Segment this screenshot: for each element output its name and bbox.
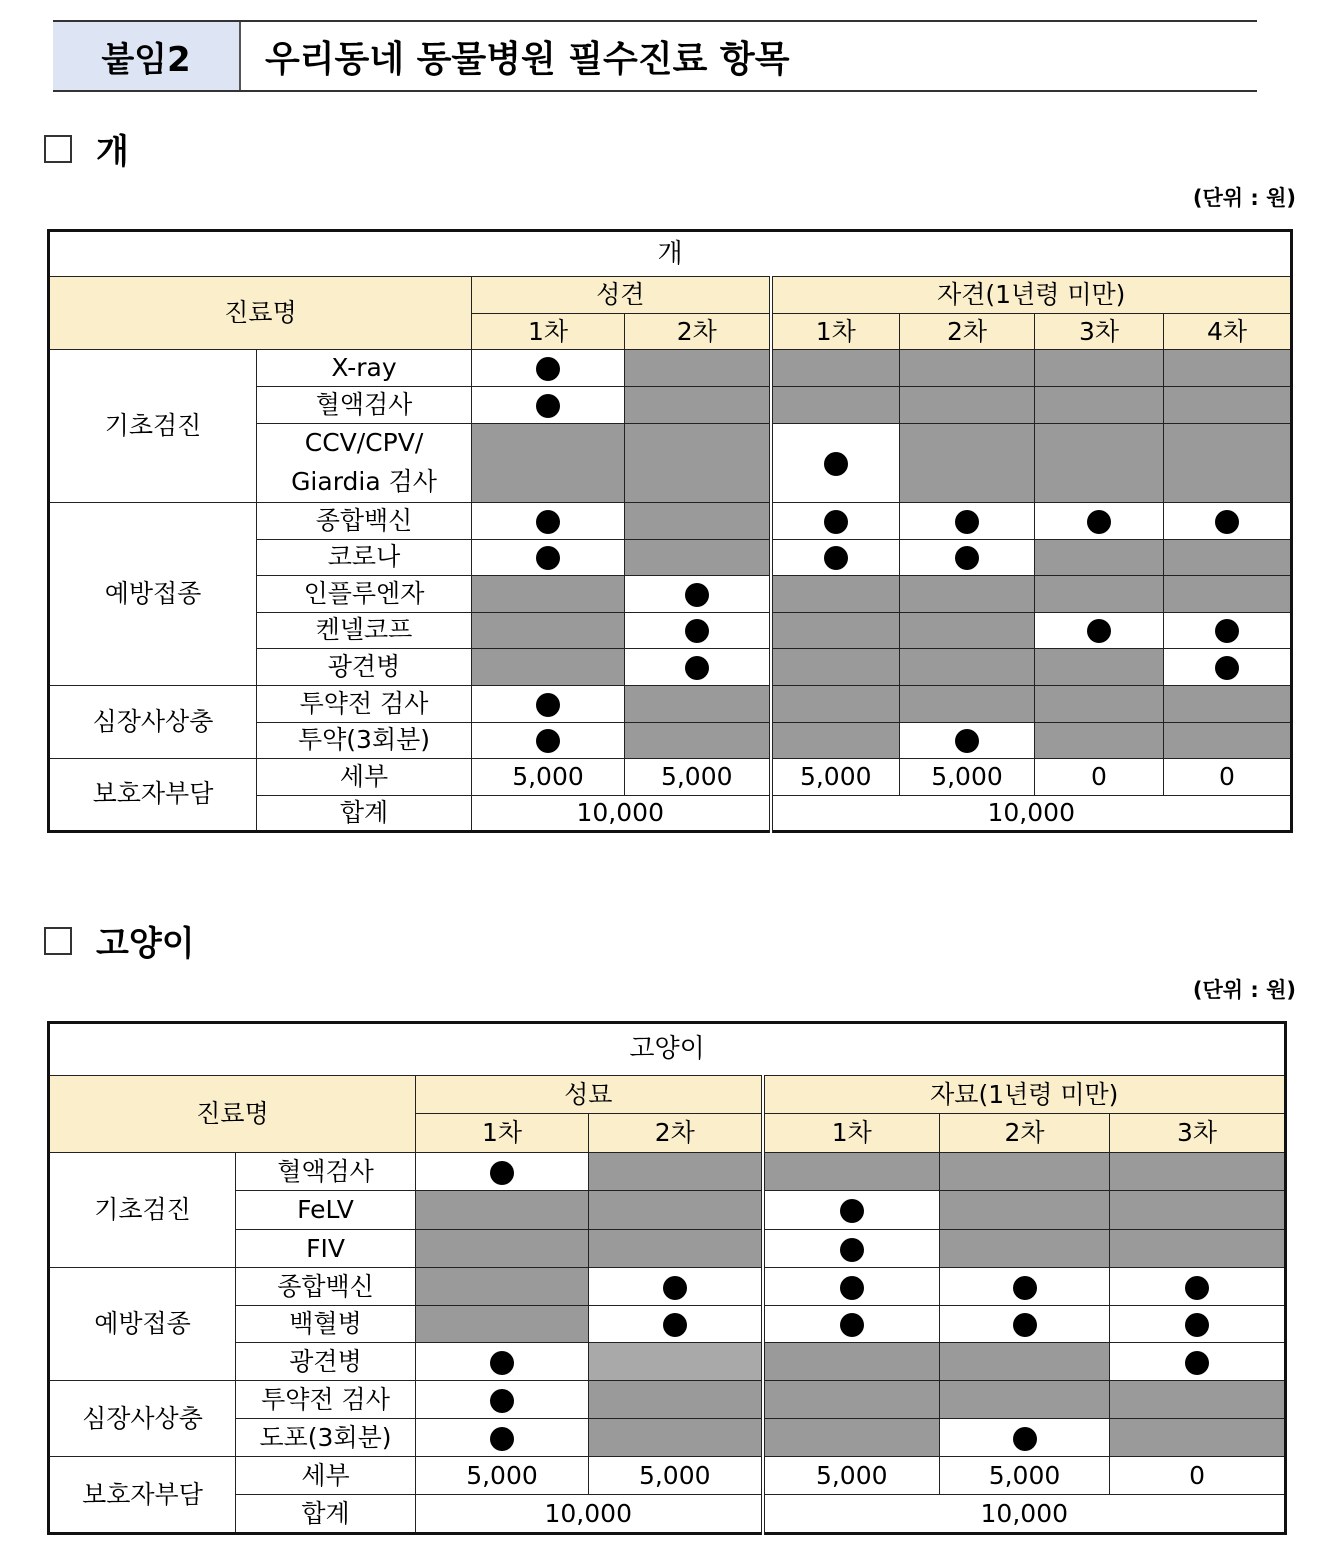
cat-item-detail: 세부 [236, 1457, 416, 1495]
cat-item-felv: FeLV [236, 1191, 416, 1230]
dot-icon [536, 693, 560, 717]
dog-col-puppy-1: 1차 [771, 314, 900, 350]
dog-item-xray: X-ray [257, 350, 472, 387]
dot-icon [536, 510, 560, 534]
dot-icon [490, 1389, 514, 1413]
dog-col-adult-2: 2차 [625, 314, 771, 350]
dot-icon [663, 1276, 687, 1300]
document-title: 우리동네 동물병원 필수진료 항목 [265, 38, 790, 80]
cat-cost-kitten-1: 5,000 [763, 1457, 940, 1495]
dog-item-detail: 세부 [257, 758, 472, 795]
attachment-tag: 붙임2 [53, 22, 241, 90]
dot-icon [663, 1313, 687, 1337]
cat-category-vaccine: 예방접종 [49, 1268, 236, 1381]
cat-table [47, 1021, 1287, 1535]
dog-category-basic: 기초검진 [49, 350, 257, 503]
dog-table-title: 개 [49, 231, 1292, 277]
cat-item-topical: 도포(3회분) [236, 1419, 416, 1457]
dog-col-adult-1: 1차 [472, 314, 625, 350]
section-dog-label: 개 [96, 132, 129, 172]
dog-item-ccv-line2: Giardia 검사 [291, 466, 437, 496]
dog-item-ccv [257, 424, 472, 503]
dog-total-puppy: 10,000 [771, 795, 1292, 831]
dot-icon [536, 546, 560, 570]
cat-col-adult-1: 1차 [416, 1114, 589, 1153]
cat-item-combo: 종합백신 [236, 1268, 416, 1306]
dot-icon [490, 1351, 514, 1375]
dot-icon [955, 729, 979, 753]
dot-icon [955, 546, 979, 570]
dog-category-heartworm: 심장사상충 [49, 685, 257, 758]
dot-icon [1185, 1351, 1209, 1375]
dog-cost-puppy-3: 0 [1035, 758, 1164, 795]
dog-header-adult: 성견 [472, 277, 771, 314]
cat-item-leukemia: 백혈병 [236, 1306, 416, 1343]
dog-col-puppy-3: 3차 [1035, 314, 1164, 350]
dot-icon [840, 1199, 864, 1223]
dog-total-adult: 10,000 [472, 795, 771, 831]
cat-total-adult: 10,000 [416, 1495, 763, 1534]
square-bullet-icon [44, 927, 72, 955]
dot-icon [1013, 1313, 1037, 1337]
cat-col-adult-2: 2차 [589, 1114, 763, 1153]
dog-table [47, 229, 1293, 833]
dog-col-puppy-4: 4차 [1164, 314, 1292, 350]
dot-icon [536, 394, 560, 418]
dot-icon [1013, 1427, 1037, 1451]
cat-item-pretest: 투약전 검사 [236, 1381, 416, 1419]
cat-cost-kitten-2: 5,000 [940, 1457, 1110, 1495]
dog-item-corona: 코로나 [257, 539, 472, 575]
cat-col-kitten-3: 3차 [1110, 1114, 1286, 1153]
dog-item-combo: 종합백신 [257, 502, 472, 539]
cat-col-kitten-1: 1차 [763, 1114, 940, 1153]
dot-icon [824, 452, 848, 476]
dot-icon [824, 510, 848, 534]
cat-category-heartworm: 심장사상충 [49, 1381, 236, 1457]
dog-cost-puppy-1: 5,000 [771, 758, 900, 795]
dot-icon [1185, 1313, 1209, 1337]
dot-icon [1087, 510, 1111, 534]
section-cat-heading [44, 916, 195, 965]
section-dog-heading [44, 124, 129, 173]
dot-icon [1215, 656, 1239, 680]
dot-icon [685, 619, 709, 643]
cat-total-kitten: 10,000 [763, 1495, 1286, 1534]
dot-icon [1215, 510, 1239, 534]
dog-item-med: 투약(3회분) [257, 722, 472, 758]
dot-icon [536, 357, 560, 381]
dog-cost-puppy-2: 5,000 [900, 758, 1035, 795]
cat-item-rabies: 광견병 [236, 1343, 416, 1381]
cat-header-name: 진료명 [49, 1076, 416, 1153]
dog-item-total: 합계 [257, 795, 472, 831]
dot-icon [840, 1238, 864, 1262]
dog-item-pretest: 투약전 검사 [257, 685, 472, 722]
cat-col-kitten-2: 2차 [940, 1114, 1110, 1153]
cat-header-adult: 성묘 [416, 1076, 763, 1114]
dog-category-vaccine: 예방접종 [49, 502, 257, 685]
dog-header-name: 진료명 [49, 277, 472, 350]
dot-icon [840, 1276, 864, 1300]
dog-item-kennel: 켄넬코프 [257, 612, 472, 648]
dog-col-puppy-2: 2차 [900, 314, 1035, 350]
dot-icon [824, 546, 848, 570]
dot-icon [1087, 619, 1111, 643]
dot-icon [1215, 619, 1239, 643]
dot-icon [1013, 1276, 1037, 1300]
dog-cost-puppy-4: 0 [1164, 758, 1292, 795]
dog-category-owner: 보호자부담 [49, 758, 257, 831]
dog-cost-adult-2: 5,000 [625, 758, 771, 795]
cat-item-blood: 혈액검사 [236, 1153, 416, 1191]
cat-unit-label: (단위 : 원) [1192, 978, 1296, 1002]
dog-item-rabies: 광견병 [257, 648, 472, 685]
cat-item-total: 합계 [236, 1495, 416, 1534]
document-title-bar [53, 20, 1257, 92]
dot-icon [1185, 1276, 1209, 1300]
dog-cost-adult-1: 5,000 [472, 758, 625, 795]
cat-category-owner: 보호자부담 [49, 1457, 236, 1534]
dot-icon [536, 729, 560, 753]
cat-header-kitten: 자묘(1년령 미만) [763, 1076, 1286, 1114]
cat-category-basic: 기초검진 [49, 1153, 236, 1268]
dot-icon [685, 656, 709, 680]
dog-unit-label: (단위 : 원) [1192, 186, 1296, 210]
cat-cost-kitten-3: 0 [1110, 1457, 1286, 1495]
dog-item-ccv-line1: CCV/CPV/ [304, 428, 424, 457]
cat-table-title: 고양이 [49, 1023, 1286, 1076]
dot-icon [955, 510, 979, 534]
dot-icon [490, 1161, 514, 1185]
cat-cost-adult-2: 5,000 [589, 1457, 763, 1495]
dot-icon [685, 583, 709, 607]
section-cat-label: 고양이 [96, 924, 195, 964]
cat-item-fiv: FIV [236, 1230, 416, 1268]
cat-cost-adult-1: 5,000 [416, 1457, 589, 1495]
dot-icon [490, 1427, 514, 1451]
dog-header-puppy: 자견(1년령 미만) [771, 277, 1292, 314]
dog-item-flu: 인플루엔자 [257, 575, 472, 612]
dog-item-blood: 혈액검사 [257, 387, 472, 424]
dot-icon [840, 1313, 864, 1337]
square-bullet-icon [44, 135, 72, 163]
